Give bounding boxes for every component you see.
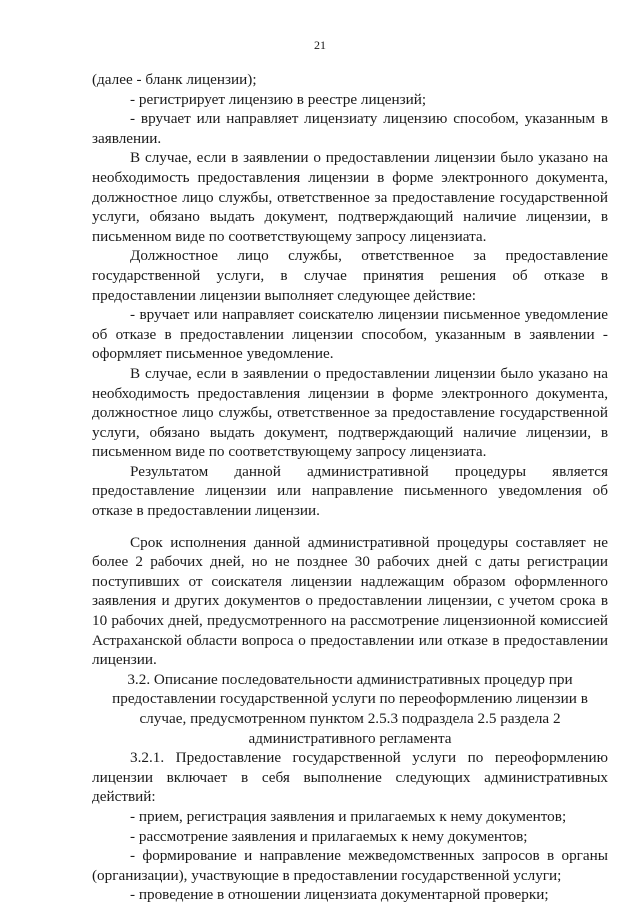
list-item: - проведение в отношении лицензиата документарной проверки;	[130, 886, 549, 904]
paragraph: Должностное лицо службы, ответственное за предоставление государственной услуги, в случае принятия решения об отказе в предоставлении лицензии выполняет следующее действие:	[92, 247, 608, 304]
page-number: 21	[314, 38, 326, 52]
paragraph: В случае, если в заявлении о предоставлении лицензии было указано на необходимость предоставления лицензии в форме электронного документа, должностное лицо службы, ответственное за предоставление государственной услуги, обязано выдать документ, подтверждающий наличие лицензии, в письменном виде по соответствующему запросу лицензиата.	[92, 149, 608, 245]
list-item: - вручает или направляет соискателю лицензии письменное уведомление об отказе в предоставлении лицензии способом, указанным в заявлении - оформляет письменное уведомление.	[92, 306, 608, 363]
list-item: - формирование и направление межведомственных запросов в органы (организации), участвующие в предоставлении государственной услуги;	[92, 847, 608, 884]
document-body	[92, 70, 608, 905]
paragraph: Срок исполнения данной административной процедуры составляет не более 2 рабочих дней, но не позднее 30 рабочих дней с даты регистрации поступивших от соискателя лицензии надлежащим образом оформленного заявления и других документов о предоставлении лицензии, с учетом срока в 10 рабочих дней, предусмотренного на рассмотрение лицензионной комиссией Астраханской области вопроса о предоставлении или отказе в предоставлении лицензии.	[92, 533, 608, 669]
list-item: - прием, регистрация заявления и прилагаемых к нему документов;	[130, 807, 567, 825]
section-title: 3.2. Описание последовательности административных процедур при предоставлении государственной услуги по переоформлению лицензии в случае, предусмотренном пунктом 2.5.3 подраздела 2.5 раздела 2 административного регламента	[112, 670, 588, 747]
paragraph: (далее - бланк лицензии);	[92, 71, 257, 88]
list-item: - регистрирует лицензию в реестре лицензий;	[130, 90, 427, 108]
list-item: - рассмотрение заявления и прилагаемых к нему документов;	[130, 827, 528, 845]
paragraph: 3.2.1. Предоставление государственной услуги по переоформлению лицензии включает в себя выполнение следующих административных действий:	[92, 749, 608, 806]
list-item: - вручает или направляет лицензиату лицензию способом, указанным в заявлении.	[92, 110, 608, 147]
paragraph: Результатом данной административной процедуры является предоставление лицензии или направление письменного уведомления об отказе в предоставлении лицензии.	[92, 462, 608, 520]
paragraph: В случае, если в заявлении о предоставлении лицензии было указано на необходимость предоставления лицензии в форме электронного документа, должностное лицо службы, ответственное за предоставление государственной услуги, обязано выдать документ, подтверждающий наличие лицензии, в письменном виде по соответствующему запросу лицензиата.	[92, 364, 608, 461]
